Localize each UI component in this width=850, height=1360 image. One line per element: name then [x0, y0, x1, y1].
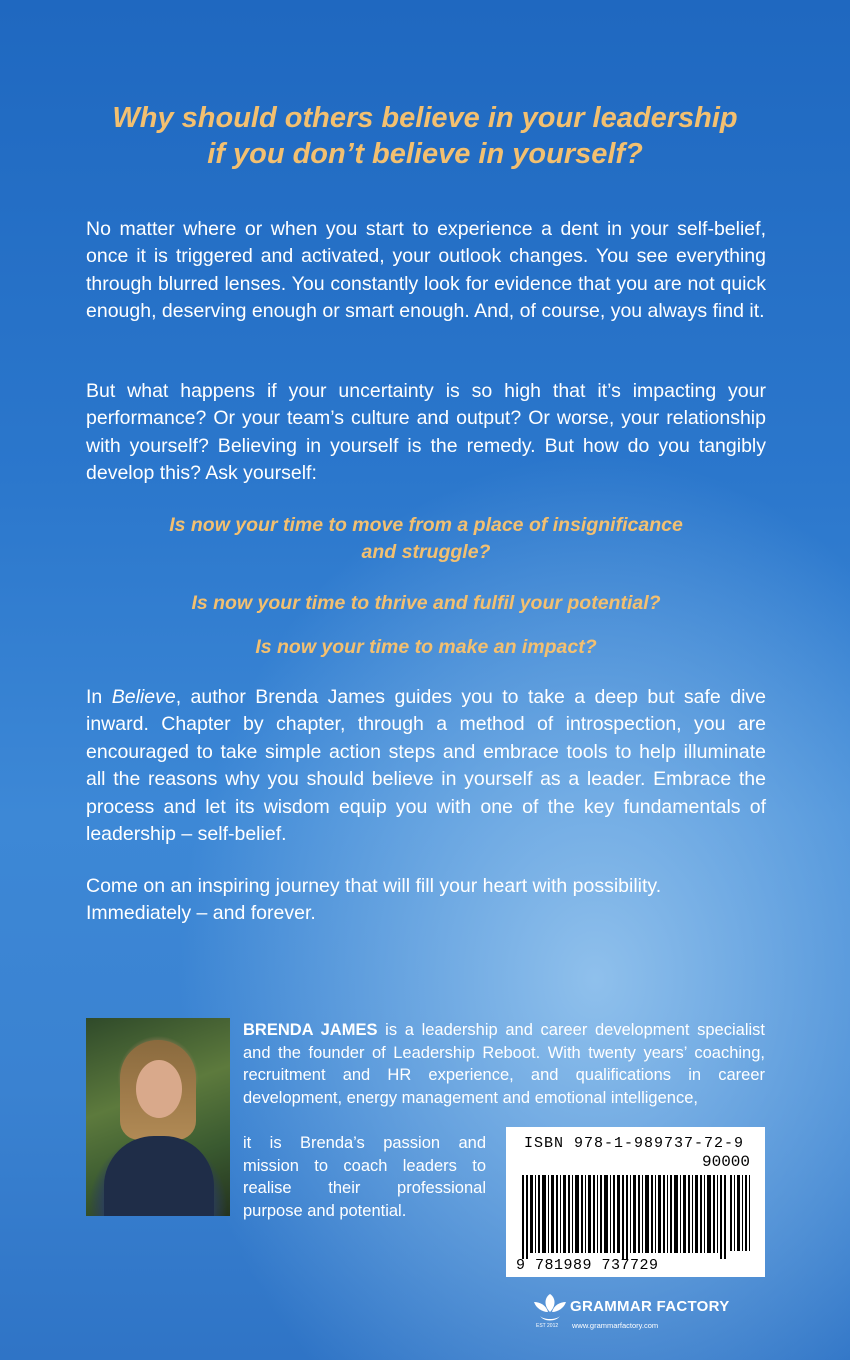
paragraph-5: Come on an inspiring journey that will fill your heart with possibility. Immediately – and forever. — [86, 875, 662, 925]
headline-line-2: if you don’t believe in yourself? — [207, 138, 643, 170]
headline-line-1: Why should others believe in your leadership — [112, 102, 738, 134]
paragraph-4 — [86, 684, 766, 848]
publisher-logo — [530, 1290, 750, 1340]
publisher-est: EST 2012 — [536, 1323, 559, 1329]
question-3: Is now your time to make an impact? — [255, 636, 597, 658]
paragraph-2: But what happens if your uncertainty is so high that it’s impacting your performance? Or your team’s culture and output? Or worse, your relationship with yourself? Believing in yourself is the remedy. But how do you tangibly develop this? Ask yourself: — [86, 380, 766, 485]
paragraph-4-rest: , author Brenda James guides you to take a deep but safe dive inward. Chapter by chapter, through a method of introspection, you are encouraged to take simple action steps and embrace tools to help illuminate all the reasons why you should believe in yourself as a leader. Embrace the process and let its wisdom equip you with one of the key fundamentals of leadership – self-belief. — [86, 686, 766, 846]
headline — [40, 100, 810, 172]
question-1-line-2: and struggle? — [361, 541, 491, 563]
question-1-line-1: Is now your time to move from a place of insignificance — [169, 514, 683, 536]
isbn-label: ISBN 978-1-989737-72-9 — [524, 1135, 745, 1152]
barcode-digits: 9 781989 737729 — [516, 1257, 659, 1274]
publisher-name: GRAMMAR FACTORY — [570, 1298, 730, 1315]
author-photo — [86, 1018, 230, 1216]
author-bio-text-1: is a leadership and career development specialist and the founder of Leadership Reboot. With twenty years’ coaching, recruitment and HR experience, and qualifications in career development, energy management and emotional intelligence, — [243, 1021, 765, 1107]
author-bio-continued: it is Brenda’s passion and mission to coach leaders to realise their professional purpose and potential. — [243, 1134, 486, 1220]
publisher-url: www.grammarfactory.com — [572, 1321, 659, 1330]
price-code: 90000 — [702, 1153, 751, 1171]
author-name: BRENDA JAMES — [243, 1021, 378, 1039]
paragraph-1: No matter where or when you start to experience a dent in your self-belief, once it is triggered and activated, your outlook changes. You see everything through blurred lenses. You constantly look for evidence that you are not quick enough, deserving enough or smart enough. And, of course, you always find it. — [86, 218, 766, 323]
isbn-barcode — [506, 1127, 765, 1277]
author-bio — [243, 1019, 765, 1109]
paragraph-4-start: In — [86, 686, 112, 708]
barcode-bars — [516, 1155, 756, 1259]
question-2: Is now your time to thrive and fulfil your potential? — [191, 592, 661, 614]
book-title: Believe — [111, 686, 176, 708]
leaf-icon — [532, 1290, 568, 1324]
question-1 — [86, 512, 766, 566]
